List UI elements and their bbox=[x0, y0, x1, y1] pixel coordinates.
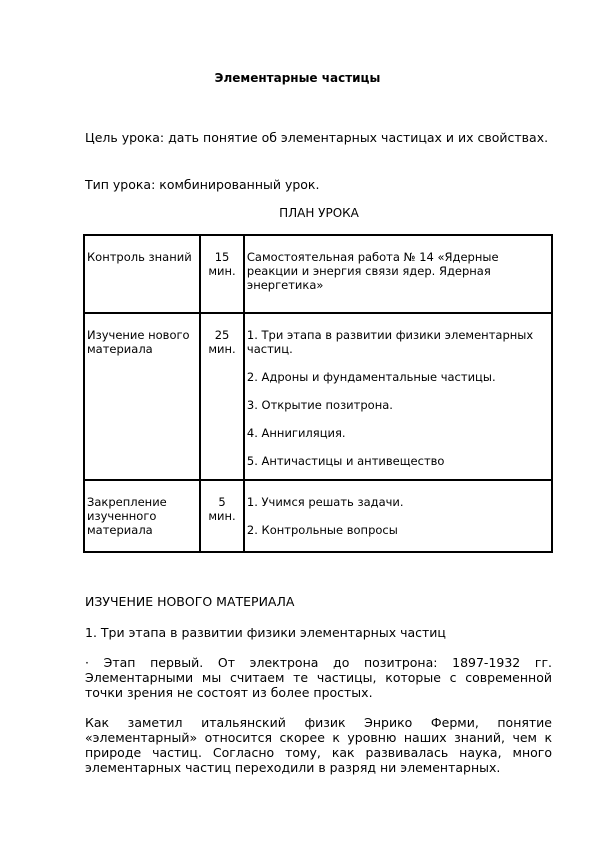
plan-time-cell: 5 мин. bbox=[200, 480, 244, 552]
plan-item: 2. Адроны и фундаментальные частицы. bbox=[246, 370, 496, 384]
plan-item: 5. Античастицы и антивещество bbox=[246, 454, 445, 468]
plan-stage-cell: Контроль знаний bbox=[84, 235, 200, 313]
plan-time-cell: 15 мин. bbox=[200, 235, 244, 313]
body-paragraph: Как заметил итальянский физик Энрико Ферми, понятие «элементарный» относится скорее к уровню наших знаний, чем к природе частиц. Согласно тому, как развивалась наука, много элементарных частиц переходили в разряд ни элементарных. bbox=[85, 715, 552, 775]
plan-item: 2. Контрольные вопросы bbox=[246, 523, 398, 537]
subsection-heading: 1. Три этапа в развитии физики элементарных частиц bbox=[85, 625, 446, 640]
plan-item: 4. Аннигиляция. bbox=[246, 426, 346, 440]
plan-heading: ПЛАН УРОКА bbox=[279, 206, 359, 220]
lesson-type: Тип урока: комбинированный урок. bbox=[85, 177, 320, 192]
plan-item: 1. Три этапа в развитии физики элементарных частиц. bbox=[246, 328, 534, 356]
plan-row-knowledge-check bbox=[84, 235, 552, 313]
plan-content-cell bbox=[244, 235, 552, 313]
plan-stage-cell: Закрепление изученного материала bbox=[84, 480, 200, 552]
plan-item: 3. Открытие позитрона. bbox=[246, 398, 393, 412]
section-heading: ИЗУЧЕНИЕ НОВОГО МАТЕРИАЛА bbox=[85, 594, 295, 609]
plan-row-consolidation bbox=[84, 480, 552, 552]
document-title: Элементарные частицы bbox=[214, 71, 381, 85]
plan-stage-cell: Изучение нового материала bbox=[84, 313, 200, 480]
lesson-goal: Цель урока: дать понятие об элементарных частицах и их свойствах. bbox=[85, 130, 549, 145]
plan-item: 1. Учимся решать задачи. bbox=[246, 495, 404, 509]
body-paragraph: · Этап первый. От электрона до позитрона: 1897-1932 гг. Элементарными мы считаем те частицы, которые с современной точки зрения не состоят из более простых. bbox=[85, 655, 552, 700]
plan-content-cell bbox=[244, 313, 552, 480]
plan-time-cell: 25 мин. bbox=[200, 313, 244, 480]
plan-row-new-material bbox=[84, 313, 552, 480]
plan-content-cell bbox=[244, 480, 552, 552]
lesson-plan-table bbox=[83, 234, 553, 553]
plan-item: Самостоятельная работа № 14 «Ядерные реакции и энергия связи ядер. Ядерная энергетика» bbox=[246, 250, 499, 292]
